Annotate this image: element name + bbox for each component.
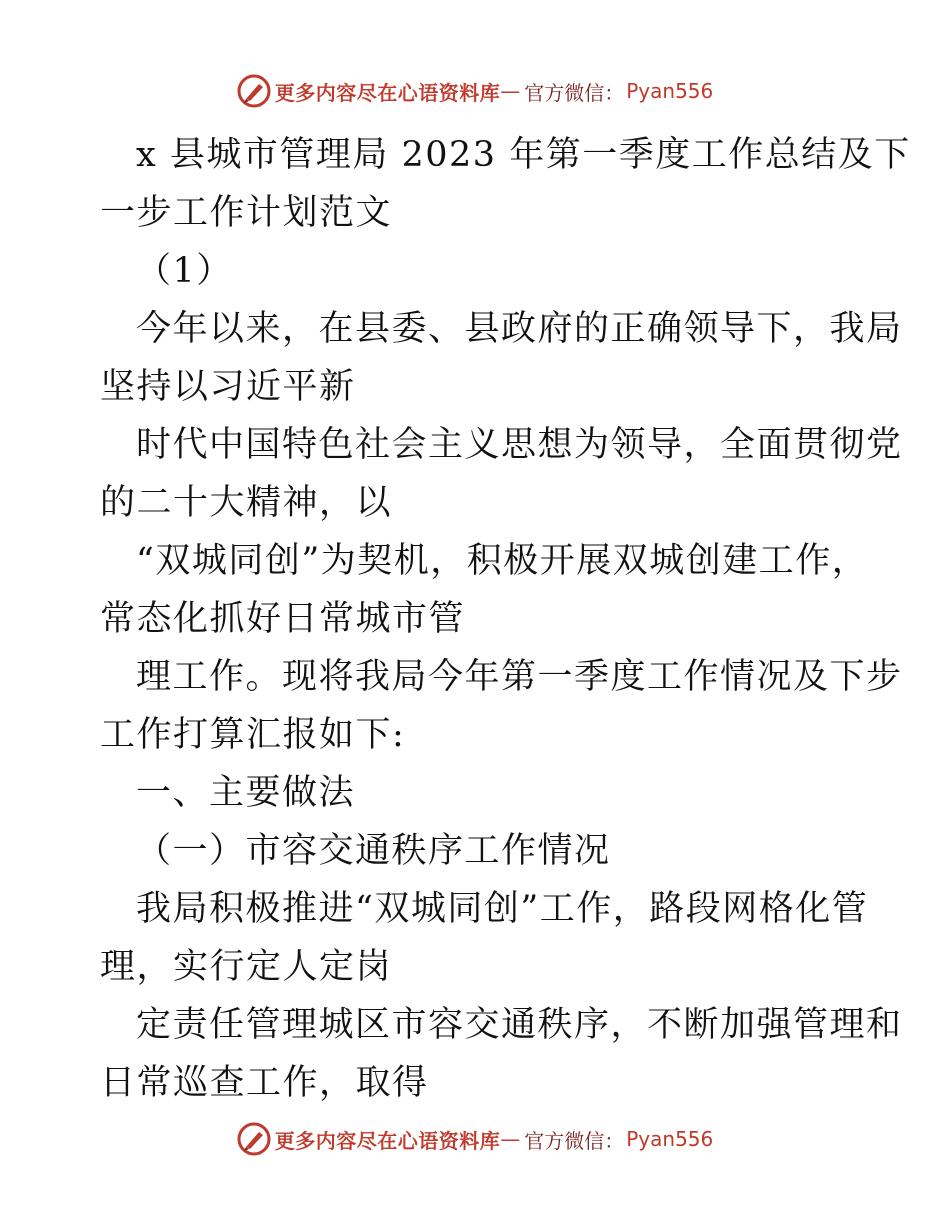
watermark-brand: 更多内容尽在心语资料库 [274,1128,501,1153]
paragraph-line: 的二十大精神，以 [100,483,393,523]
watermark-official-label: 官方微信： [524,1128,625,1153]
watermark-wechat-id: Pyan556 [626,1127,714,1151]
paragraph-line: 日常巡查工作，取得 [100,1063,429,1103]
watermark-dash: — [500,79,521,103]
pen-logo-icon [237,1122,271,1156]
document-title-continued: 一步工作计划范文 [100,193,393,233]
section-heading: 一、主要做法 [136,773,356,813]
document-title: x 县城市管理局 2023 年第一季度工作总结及下 [136,135,911,175]
paragraph-line: 今年以来，在县委、县政府的正确领导下，我局 [136,309,903,349]
subsection-heading: （一）市容交通秩序工作情况 [136,831,611,871]
paragraph-line: 时代中国特色社会主义思想为领导，全面贯彻党 [136,425,903,465]
paragraph-line: 定责任管理城区市容交通秩序，不断加强管理和 [136,1005,903,1045]
paragraph-line: 坚持以习近平新 [100,367,356,407]
paragraph-line: 理工作。现将我局今年第一季度工作情况及下步 [136,657,903,697]
watermark-brand: 更多内容尽在心语资料库 [274,80,501,105]
pen-logo-icon [237,74,271,108]
watermark-dash: — [500,1127,521,1151]
paragraph-line: “双城同创”为契机，积极开展双城创建工作， [136,541,869,581]
document-body [100,126,911,1112]
watermark-header [0,71,950,111]
watermark-footer [0,1119,950,1159]
section-number: （1） [136,251,233,291]
paragraph-line: 工作打算汇报如下: [100,715,406,755]
paragraph-line: 我局积极推进“双城同创”工作，路段网格化管 [136,889,869,929]
paragraph-line: 常态化抓好日常城市管 [100,599,466,639]
watermark-official-label: 官方微信： [524,80,625,105]
paragraph-line: 理，实行定人定岗 [100,947,393,987]
watermark-wechat-id: Pyan556 [626,79,714,103]
